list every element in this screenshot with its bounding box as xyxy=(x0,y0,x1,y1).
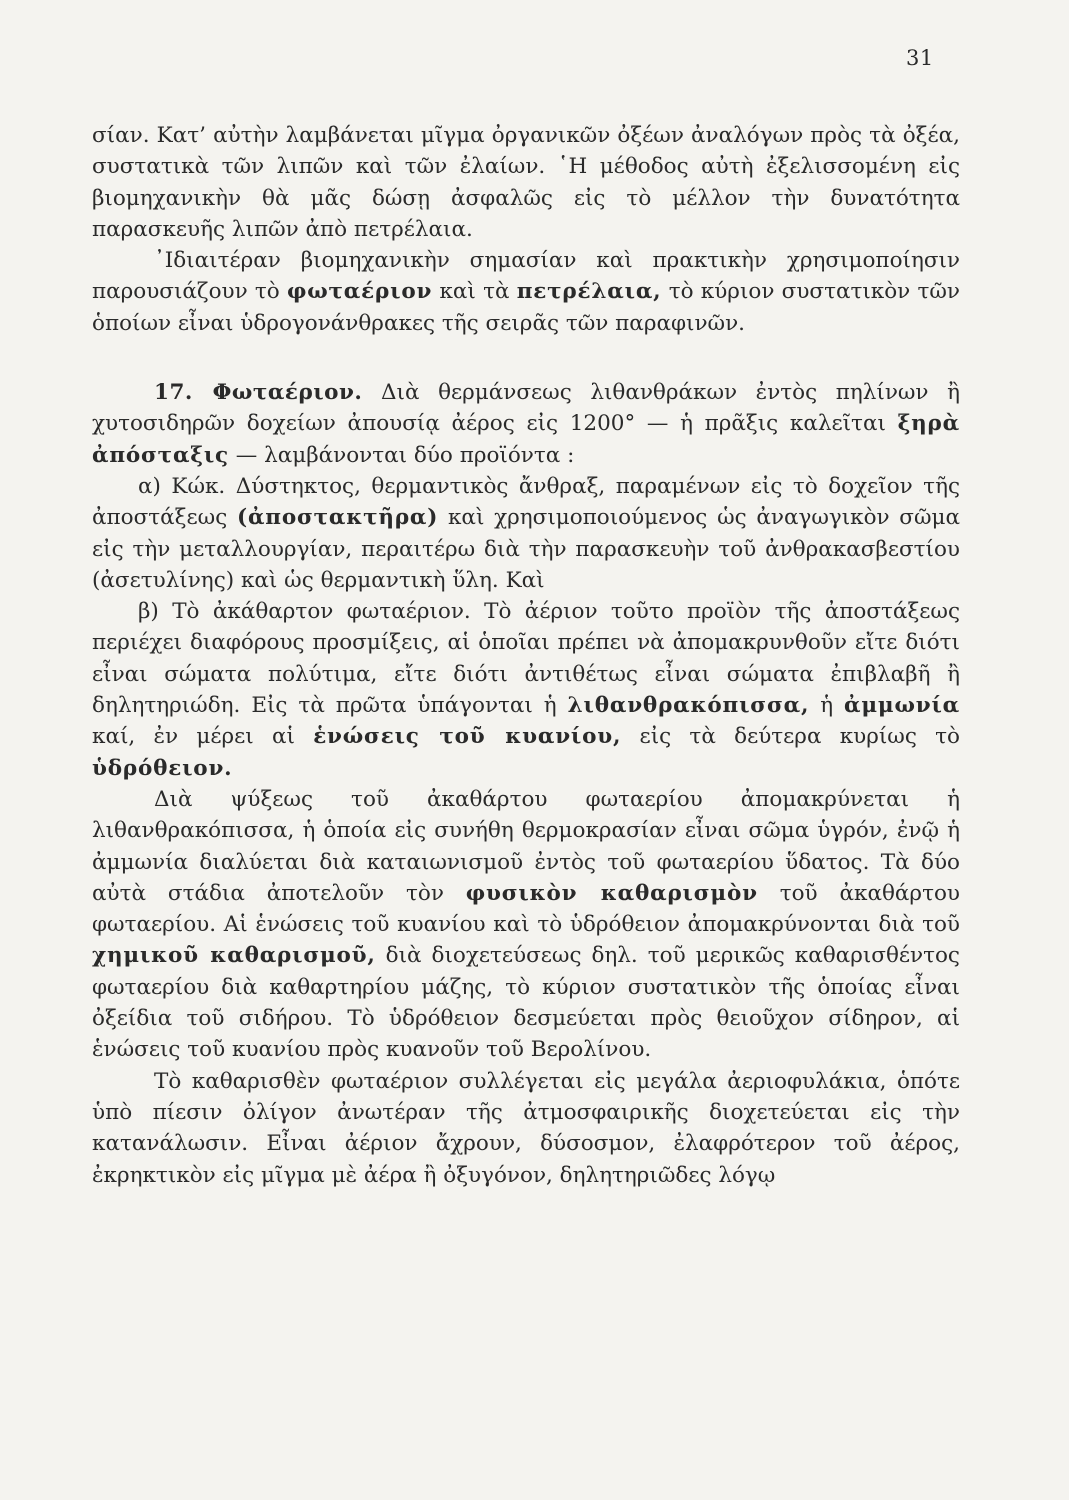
section-17: 17. Φωταέριον. Διὰ θερμάνσεως λιθανθράκων ἐντὸς πηλίνων ἢ χυτοσιδηρῶν δοχείων ἀπουσίᾳ ἀέρος εἰς 1200° — ἡ πρᾶξις καλεῖται ξηρὰ ἀπόσταξις — λαμβάνονται δύο προϊόντα : xyxy=(92,380,960,468)
section-gap xyxy=(92,339,960,377)
term-coal-tar: λιθανθρακόπισσα, xyxy=(567,693,810,719)
section-heading: 17. Φωταέριον. xyxy=(154,380,363,406)
page-body xyxy=(92,120,960,1191)
term-dry-distillation: ξηρὰ ἀπόσταξις xyxy=(92,411,960,468)
term-physical-purification: φυσικὸν καθαρισμὸν xyxy=(465,880,758,906)
term-gas: φωταέριον xyxy=(287,279,433,305)
term-retort: (ἀποστακτῆρα) xyxy=(236,505,439,531)
paragraph-purification: Διὰ ψύξεως τοῦ ἀκαθάρτου φωταερίου ἀπομακρύνεται ἡ λιθανθρακόπισσα, ἡ ὁποία εἰς συνήθη θερμοκρασίαν εἶναι σῶμα ὑγρόν, ἐνῷ ἡ ἀμμωνία διαλύεται διὰ καταιωνισμοῦ ἐντὸς τοῦ φωταερίου ὕδατος. Τὰ δύο αὐτὰ στάδια ἀποτελοῦν τὸν φυσικὸν καθαρισμὸν τοῦ ἀκαθάρτου φωταερίου. Αἱ ἑνώσεις τοῦ κυανίου καὶ τὸ ὑδρόθειον ἀπομακρύνονται διὰ τοῦ χημικοῦ καθαρισμοῦ, διὰ διοχετεύσεως δηλ. τοῦ μερικῶς καθαρισθέντος φωταερίου διὰ καθαρτηρίου μάζης, τὸ κύριον συστατικὸν τῆς ὁποίας εἶναι ὀξείδια τοῦ σιδήρου. Τὸ ὑδρόθειον δεσμεύεται πρὸς θειοῦχον σίδηρον, αἱ ἑνώσεις τοῦ κυανίου πρὸς κυανοῦν τοῦ Βερολίνου. xyxy=(92,786,960,1063)
paragraph-industrial-importance: ᾿Ιδιαιτέραν βιομηχανικὴν σημασίαν καὶ πρακτικὴν χρησιμοποίησιν παρουσιάζουν τὸ φωταέριον καὶ τὰ πετρέλαια, τὸ κύριον συστατικὸν τῶν ὁποίων εἶναι ὑδρογονάνθρακες τῆς σειρᾶς τῶν παραφινῶν. xyxy=(92,248,961,336)
item-coke: α) Κώκ. Δύστηκτος, θερμαντικὸς ἄνθραξ, παραμένων εἰς τὸ δοχεῖον τῆς ἀποστάξεως (ἀποστακτῆρα) καὶ χρησιμοποιούμενος ὡς ἀναγωγικὸν σῶμα εἰς τὴν μεταλλουργίαν, περαιτέρω διὰ τὴν παρασκευὴν τοῦ ἀνθρακασβεστίου (ἀσετυλίνης) καὶ ὡς θερμαντικὴ ὕλη. Καὶ xyxy=(92,473,961,593)
term-hydrogen-sulfide: ὑδρόθειον. xyxy=(92,755,233,781)
paragraph-continuation: σίαν. Κατ’ αὐτὴν λαμβάνεται μῖγμα ὀργανικῶν ὀξέων ἀναλόγων πρὸς τὰ ὀξέα, συστατικὰ τῶν λιπῶν καὶ τῶν ἐλαίων. ῾Η μέθοδος αὐτὴ ἐξελισσομένη εἰς βιομηχανικὴν θὰ μᾶς δώσῃ ἀσφαλῶς εἰς τὸ μέλλον τὴν δυνατότητα παρασκευῆς λιπῶν ἀπὸ πετρέλαια. xyxy=(92,123,960,242)
term-petroleum: πετρέλαια, xyxy=(516,279,662,305)
term-chemical-purification: χημικοῦ καθαρισμοῦ, xyxy=(92,943,376,969)
term-ammonia: ἀμμωνία xyxy=(844,693,960,719)
paragraph-storage: Τὸ καθαρισθὲν φωταέριον συλλέγεται εἰς μεγάλα ἀεριοφυλάκια, ὁπότε ὑπὸ πίεσιν ὀλίγον ἀνωτέραν τῆς ἀτμοσφαιρικῆς διοχετεύεται εἰς τὴν κατανάλωσιν. Εἶναι ἀέριον ἄχρουν, δύσοσμον, ἐλαφρότερον τοῦ ἀέρος, ἐκρηκτικὸν εἰς μῖγμα μὲ ἀέρα ἢ ὀξυγόνον, δηλητηριῶδες λόγῳ xyxy=(92,1068,960,1188)
item-crude-gas: β) Τὸ ἀκάθαρτον φωταέριον. Τὸ ἀέριον τοῦτο προϊὸν τῆς ἀποστάξεως περιέχει διαφόρους προσμίξεις, αἱ ὁποῖαι πρέπει νὰ ἀπομακρυνθοῦν εἴτε διότι εἶναι σώματα πολύτιμα, εἴτε διότι ἀντιθέτως εἶναι σώματα ἐπιβλαβῆ ἢ δηλητηριώδη. Εἰς τὰ πρῶτα ὑπάγονται ἡ λιθανθρακόπισσα, ἡ ἀμμωνία καί, ἐν μέρει αἱ ἑνώσεις τοῦ κυανίου, εἰς τὰ δεύτερα κυρίως τὸ ὑδρόθειον. xyxy=(92,599,960,781)
page-number: 31 xyxy=(906,46,934,70)
term-cyanide-compounds: ἑνώσεις τοῦ κυανίου, xyxy=(313,724,622,750)
